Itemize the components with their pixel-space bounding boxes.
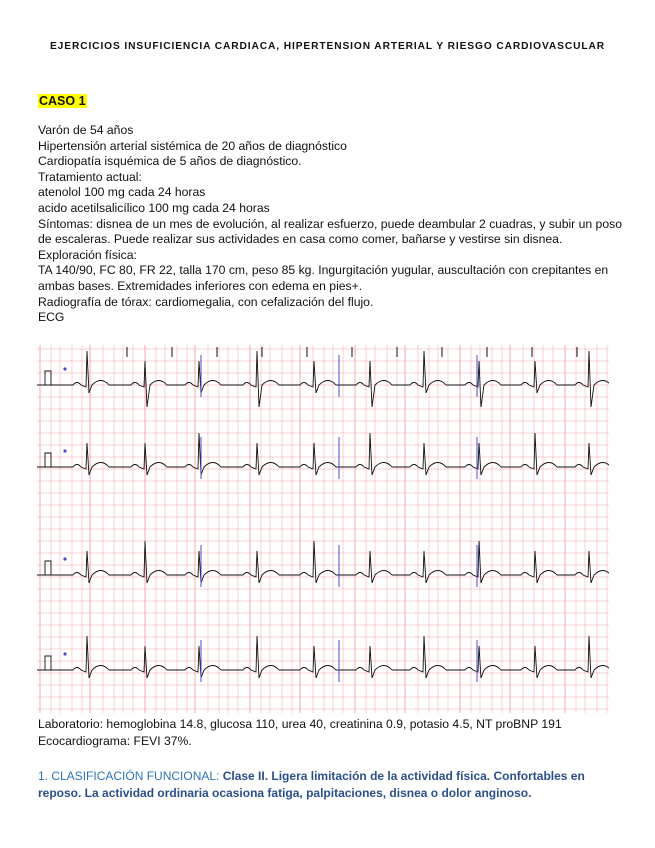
document-title: EJERCICIOS INSUFICIENCIA CARDIACA, HIPERTENSION ARTERIAL Y RIESGO CARDIOVASCULAR — [49, 41, 605, 52]
ecg-calibration-pulse — [41, 453, 55, 467]
ecg-lead-marker — [63, 367, 66, 370]
case-description — [38, 123, 623, 326]
line-aspirin: acido acetilsalicílico 100 mg cada 24 horas — [38, 200, 270, 215]
ecg-calibration-pulse — [41, 561, 55, 575]
ecg-lead-marker — [63, 557, 66, 560]
line-age: Varón de 54 años — [38, 123, 134, 137]
line-cardiopathy: Cardiopatía isquémica de 5 años de diagnóstico. — [38, 154, 302, 169]
case-label: CASO 1 — [39, 94, 86, 108]
question-functional-class — [38, 768, 608, 801]
line-exam: TA 140/90, FC 80, FR 22, talla 170 cm, peso 85 kg. Ingurgitación yugular, auscultación con crepitantes en ambas bases. Extremidades inferiores con edema en pies+. — [38, 263, 609, 293]
question-prefix: 1. CLASIFICACIÓN FUNCIONAL: — [38, 769, 223, 783]
lab-results — [38, 716, 562, 750]
line-atenolol: atenolol 100 mg cada 24 horas — [38, 185, 206, 200]
ecg-lead-marker — [63, 652, 66, 655]
line-treatment-heading: Tratamiento actual: — [38, 169, 142, 184]
line-hypertension: Hipertensión arterial sistémica de 20 años de diagnóstico — [38, 138, 347, 153]
line-xray: Radiografía de tórax: cardiomegalia, con cefalización del flujo. — [38, 294, 374, 309]
echo-line: Ecocardiograma: FEVI 37%. — [38, 734, 192, 748]
ecg-calibration-pulse — [41, 656, 55, 670]
lab-line: Laboratorio: hemoglobina 14.8, glucosa 110, urea 40, creatinina 0.9, potasio 4.5, NT proBNP 191 — [38, 717, 562, 731]
line-symptoms: Síntomas: disnea de un mes de evolución, al realizar esfuerzo, puede deambular 2 cuadras, y subir un poso de escaleras. Puede realizar sus actividades en casa como comer, bañarse y vestirse sin disnea. — [38, 216, 622, 247]
line-ecg-label: ECG — [38, 310, 65, 325]
ecg-lead-marker — [63, 449, 66, 452]
ecg-tracing — [37, 345, 609, 713]
question-answer: Clase II. Ligera limitación de la actividad física. Confortables en reposo. La actividad ordinaria ocasiona fatiga, palpitaciones, disnea o dolor anginoso. — [38, 769, 585, 800]
line-exam-heading: Exploración física: — [38, 247, 137, 262]
